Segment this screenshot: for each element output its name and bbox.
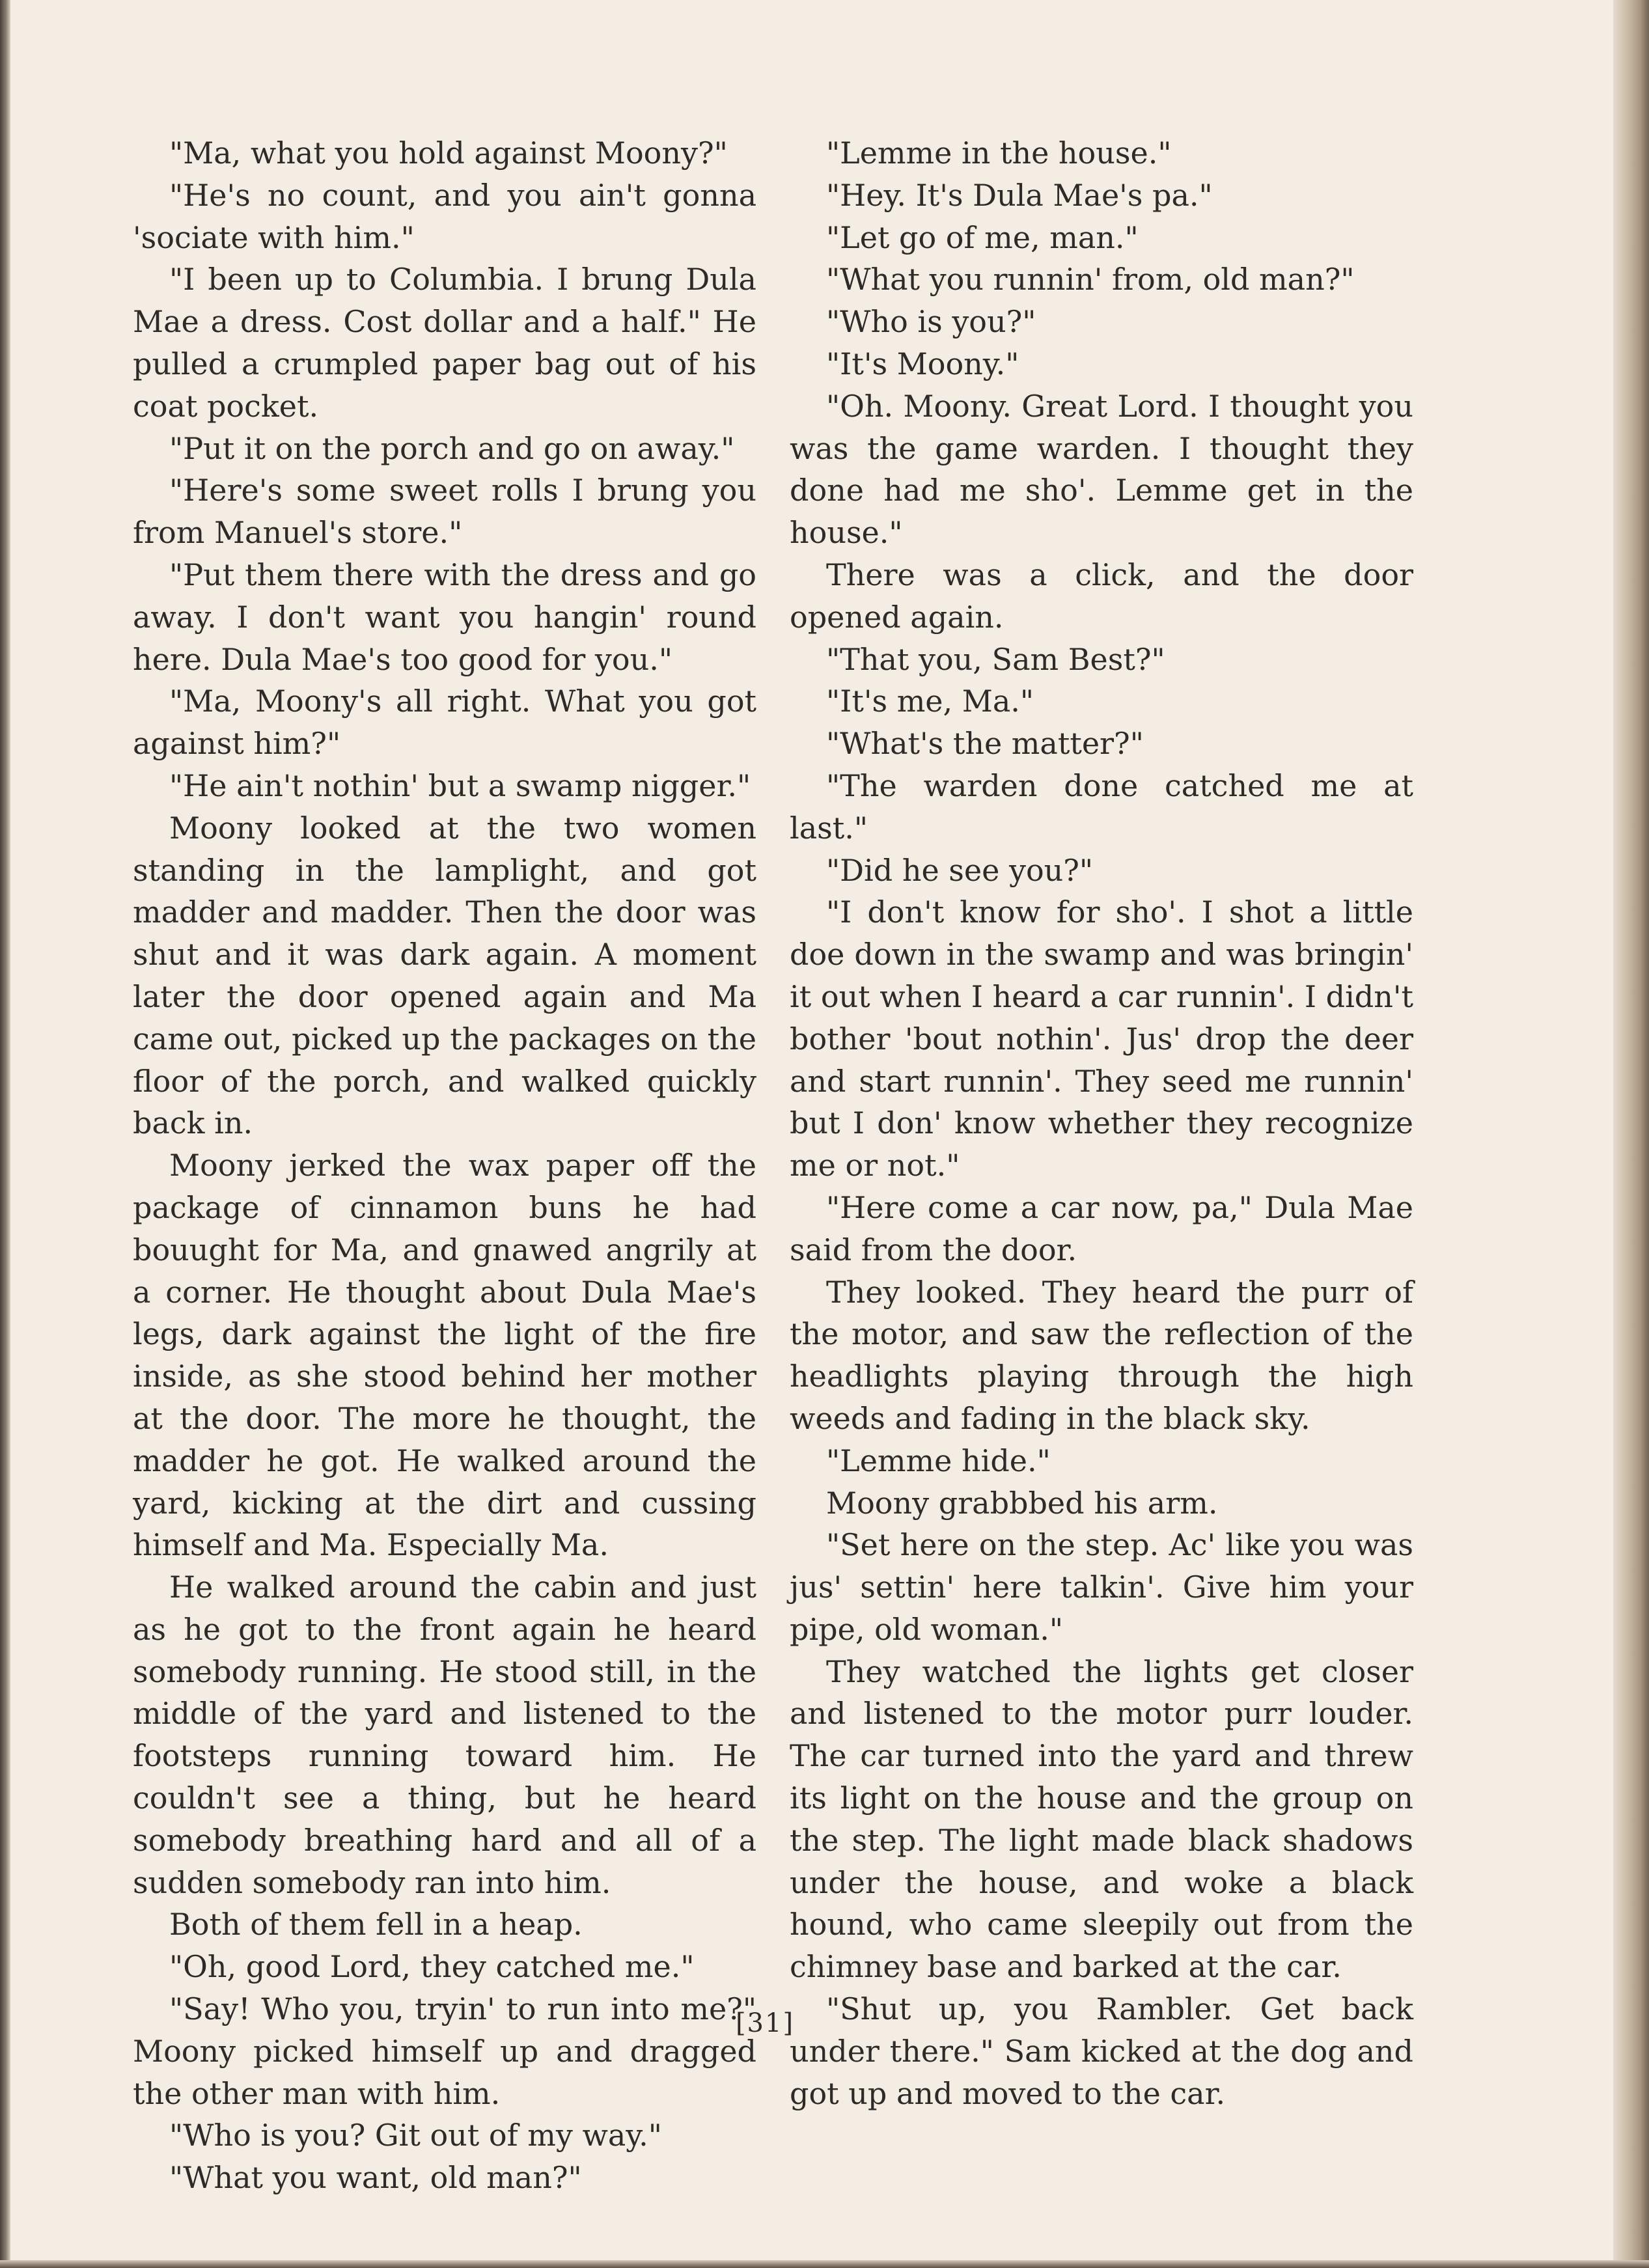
paragraph: "Oh. Moony. Great Lord. I thought you was the game warden. I thought they done had me sho'. Lemme get in the house." bbox=[790, 388, 1413, 551]
paragraph: "It's Moony." bbox=[826, 346, 1019, 381]
paragraph: "Ma, Moony's all right. What you got against him?" bbox=[133, 684, 756, 762]
paragraph: There was a click, and the door opened again. bbox=[790, 557, 1413, 635]
paragraph: Moony grabbbed his arm. bbox=[826, 1485, 1218, 1521]
paragraph: "That you, Sam Best?" bbox=[826, 641, 1165, 677]
text-column-right bbox=[790, 132, 1413, 2114]
paragraph: Both of them fell in a heap. bbox=[169, 1907, 583, 1943]
paragraph: "Set here on the step. Ac' like you was jus' settin' here talkin'. Give him your pipe, old woman." bbox=[790, 1527, 1413, 1647]
paragraph: "Hey. It's Dula Mae's pa." bbox=[826, 177, 1213, 213]
paragraph: "Let go of me, man." bbox=[826, 219, 1139, 255]
paragraph: "Put them there with the dress and go away. I don't want you hangin' round here. Dula Mae's too good for you." bbox=[133, 557, 756, 677]
paragraph: He walked around the cabin and just as he got to the front again he heard somebody running. He stood still, in the middle of the yard and listened to the footsteps running toward him. He couldn't see a thing, but he heard somebody breathing hard and all of a sudden somebody ran into him. bbox=[133, 1570, 756, 1900]
paragraph: "He ain't nothin' but a swamp nigger." bbox=[169, 768, 751, 803]
paragraph: "Put it on the porch and go on away." bbox=[169, 430, 735, 466]
paragraph: "Say! Who you, tryin' to run into me?" Moony picked himself up and dragged the other man with him. bbox=[133, 1991, 756, 2111]
paragraph: "Lemme in the house." bbox=[826, 135, 1172, 171]
paragraph: "I been up to Columbia. I brung Dula Mae a dress. Cost dollar and a half." He pulled a crumpled paper bag out of his coat pocket. bbox=[133, 262, 756, 424]
paragraph: "The warden done catched me at last." bbox=[790, 768, 1413, 846]
paragraph: "What's the matter?" bbox=[826, 726, 1144, 762]
paragraph: "Who is you? Git out of my way." bbox=[169, 2118, 662, 2153]
paragraph: "Ma, what you hold against Moony?" bbox=[169, 135, 728, 171]
paragraph: They watched the lights get closer and listened to the motor purr louder. The car turned into the yard and threw its light on the house and the group on the step. The light made black shadows under the house, and woke a black hound, who came sleepily out from the chimney base and barked at the car. bbox=[790, 1653, 1413, 1985]
paragraph: "He's no count, and you ain't gonna 'sociate with him." bbox=[133, 177, 756, 255]
page-edge-right bbox=[1613, 0, 1649, 2268]
paragraph: "What you want, old man?" bbox=[169, 2160, 582, 2196]
paragraph: "Who is you?" bbox=[826, 304, 1036, 340]
page-edge-bottom bbox=[0, 2260, 1649, 2268]
paragraph: They looked. They heard the purr of the motor, and saw the reflection of the headlights playing through the high weeds and fading in the black sky. bbox=[790, 1274, 1413, 1436]
paragraph: "Shut up, you Rambler. Get back under there." Sam kicked at the dog and got up and moved to the car. bbox=[790, 1991, 1413, 2111]
paragraph: "Oh, good Lord, they catched me." bbox=[169, 1949, 695, 1985]
paragraph: "I don't know for sho'. I shot a little doe down in the swamp and was bringin' it out when I heard a car runnin'. I didn't bother 'bout nothin'. Jus' drop the deer and start runnin'. They seed me runnin' but I don' know whether they recognize me or not." bbox=[790, 894, 1413, 1183]
paragraph: "Here come a car now, pa," Dula Mae said from the door. bbox=[790, 1189, 1413, 1267]
text-column-left bbox=[133, 132, 756, 2199]
paragraph: Moony jerked the wax paper off the package of cinnamon buns he had bouught for Ma, and gnawed angrily at a corner. He thought about Dula Mae's legs, dark against the light of the fire inside, as she stood behind her mother at the door. The more he thought, the madder he got. He walked around the yard, kicking at the dirt and cussing himself and Ma. Especially Ma. bbox=[133, 1148, 756, 1563]
page-number: [31] bbox=[735, 2008, 795, 2038]
paragraph: "Lemme hide." bbox=[826, 1443, 1051, 1478]
paragraph: Moony looked at the two women standing in the lamplight, and got madder and madder. Then the door was shut and it was dark again. A moment later the door opened again and Ma came out, picked up the packages on the floor of the porch, and walked quickly back in. bbox=[133, 810, 756, 1141]
book-binding-shadow bbox=[0, 0, 10, 2268]
paragraph: "What you runnin' from, old man?" bbox=[826, 262, 1355, 297]
paragraph: "It's me, Ma." bbox=[826, 684, 1034, 719]
paragraph: "Here's some sweet rolls I brung you from Manuel's store." bbox=[133, 473, 756, 551]
paragraph: "Did he see you?" bbox=[826, 852, 1094, 888]
